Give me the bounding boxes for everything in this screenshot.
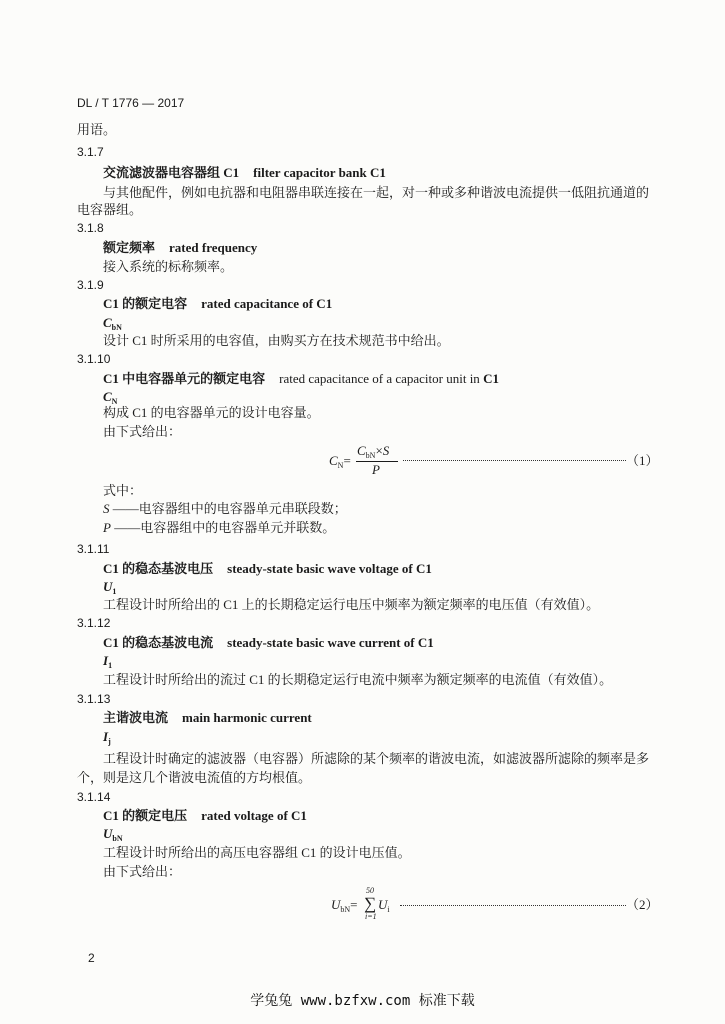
continuation-text: 用语。: [77, 122, 117, 137]
term-symbol: [103, 826, 123, 847]
term-title: [103, 808, 307, 824]
variable-definition: [103, 501, 347, 517]
sum-term-base: U: [378, 897, 388, 912]
term-title-en: steady-state basic wave voltage of C1: [227, 561, 432, 576]
variable-symbol: S: [103, 501, 110, 516]
term-definition: 接入系统的标称频率。: [103, 259, 234, 274]
sum-lower-limit: i=1: [365, 912, 377, 921]
equals-sign: =: [343, 453, 351, 468]
symbol-subscript: 1: [108, 661, 113, 670]
formula-lhs-base: C: [329, 453, 338, 468]
fraction-denominator: P: [372, 462, 380, 477]
clause-number: 3.1.8: [77, 221, 104, 235]
clause-number: 3.1.9: [77, 278, 104, 292]
symbol-base: I: [103, 729, 109, 744]
term-title-en-bold: C1: [483, 371, 499, 386]
term-title-zh: C1 的额定电压: [103, 808, 188, 823]
symbol-base: C: [103, 315, 112, 330]
summation-sign: ∑: [364, 894, 377, 913]
multiply-sign: ×: [375, 443, 383, 458]
formula-lhs-subscript: N: [337, 461, 344, 470]
term-title-en: rated frequency: [169, 240, 258, 255]
symbol-subscript: bN: [111, 323, 122, 332]
variable-description: ——电容器组中的电容器单元并联数。: [114, 520, 336, 535]
term-title-zh: C1 的额定电容: [103, 296, 188, 311]
term-definition: 构成 C1 的电容器单元的设计电容量。: [103, 405, 320, 420]
symbol-subscript: 1: [112, 587, 117, 596]
term-title: [103, 371, 499, 387]
term-definition: 工程设计时所给出的高压电容器组 C1 的设计电压值。: [103, 845, 411, 860]
term-definition: 由下式给出：: [103, 424, 182, 439]
sum-upper-limit: 50: [366, 886, 374, 895]
variable-symbol: P: [103, 520, 111, 535]
page-number: 2: [88, 951, 95, 965]
term-title-en: steady-state basic wave current of C1: [227, 635, 434, 650]
term-definition: 设计 C1 时所采用的电容值，由购买方在技术规范书中给出。: [103, 333, 450, 348]
formula-number: （2）: [626, 897, 659, 912]
numerator-subscript: bN: [365, 451, 376, 460]
where-label: 式中：: [103, 483, 143, 498]
term-title-en: filter capacitor bank C1: [253, 165, 386, 180]
term-definition: 与其他配件，例如电抗器和电阻器串联连接在一起，对一种或多种谐波电流提供一低阻抗通道的: [103, 185, 650, 200]
term-definition: 由下式给出：: [103, 864, 182, 879]
clause-number: 3.1.10: [77, 352, 111, 366]
term-title-zh: C1 的稳态基波电流: [103, 635, 214, 650]
term-title: [103, 240, 257, 256]
variable-description: ——电容器组中的电容器单元串联段数；: [112, 501, 347, 516]
variable-definition: [103, 520, 335, 536]
symbol-subscript: N: [111, 397, 118, 406]
term-definition: 电容器组。: [77, 202, 143, 217]
formula-lhs-subscript: bN: [340, 905, 351, 914]
term-symbol: [103, 729, 111, 750]
symbol-base: U: [103, 826, 113, 841]
term-definition: 工程设计时所给出的流过 C1 的长期稳定运行电流中频率为额定频率的电流值（有效值）。: [103, 672, 613, 687]
formula-lhs: [329, 453, 351, 474]
document-id-header: DL / T 1776 — 2017: [77, 96, 185, 110]
symbol-subscript: bN: [112, 834, 123, 843]
term-title-zh: C1 的稳态基波电压: [103, 561, 214, 576]
dot-leader: [400, 905, 626, 906]
term-symbol: [103, 653, 112, 674]
clause-number: 3.1.12: [77, 616, 111, 630]
term-definition: 工程设计时确定的滤波器（电容器）所滤除的某个频率的谐波电流，如滤波器所滤除的频率是多: [103, 751, 650, 766]
term-title: [103, 296, 332, 312]
term-title-zh: 主谐波电流: [103, 710, 169, 725]
dot-leader: [403, 460, 626, 461]
term-definition: 工程设计时所给出的 C1 上的长期稳定运行电压中频率为额定频率的电压值（有效值）。: [103, 597, 600, 612]
term-title: [103, 165, 386, 181]
term-title-en: rated capacitance of C1: [201, 296, 333, 311]
equals-sign: =: [350, 897, 358, 912]
clause-number: 3.1.11: [77, 542, 110, 556]
symbol-base: I: [103, 653, 109, 668]
sum-term: [378, 897, 390, 918]
numerator-base: C: [357, 443, 366, 458]
symbol-base: C: [103, 389, 112, 404]
term-title: [103, 710, 312, 726]
term-title-zh: 额定频率: [103, 240, 156, 255]
term-title-zh: 交流滤波器电容器组 C1: [103, 165, 240, 180]
term-title-en: main harmonic current: [182, 710, 312, 725]
numerator-var: S: [382, 443, 390, 458]
formula-number: （1）: [626, 453, 659, 468]
symbol-base: U: [103, 579, 113, 594]
term-definition: 个，则是这几个谐波电流值的方均根值。: [77, 770, 312, 785]
clause-number: 3.1.14: [77, 790, 111, 804]
term-title: [103, 635, 434, 651]
sum-term-subscript: i: [387, 905, 390, 914]
clause-number: 3.1.13: [77, 692, 111, 706]
term-title-en: rated capacitance of a capacitor unit in: [279, 371, 480, 386]
symbol-subscript: j: [108, 737, 111, 746]
formula-lhs: [331, 897, 358, 918]
formula-lhs-base: U: [331, 897, 341, 912]
term-title: [103, 561, 432, 577]
clause-number: 3.1.7: [77, 145, 104, 159]
term-title-en: rated voltage of C1: [201, 808, 307, 823]
term-title-zh: C1 中电容器单元的额定电容: [103, 371, 266, 386]
footer-watermark: 学兔兔 www.bzfxw.com 标准下载: [250, 993, 475, 1009]
